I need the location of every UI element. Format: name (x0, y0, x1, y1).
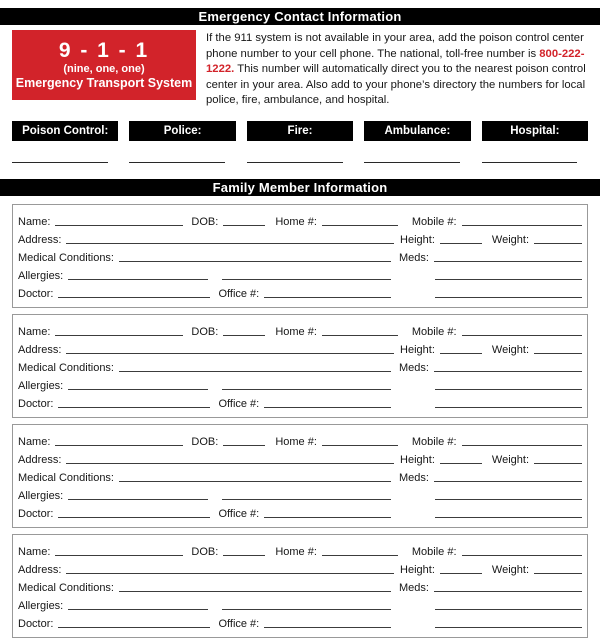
name-field-line[interactable] (55, 544, 183, 556)
instructions-paragraph (196, 30, 588, 109)
meds-continuation-column (399, 488, 582, 502)
member-row-medical (18, 466, 582, 484)
intro-section (12, 30, 588, 109)
address-field-line[interactable] (66, 452, 394, 464)
member-row-address (18, 228, 582, 246)
meds-continuation-line-2[interactable] (435, 396, 582, 408)
instructions-text-after: This number will automatically direct you to the nearest poison control center in your area. Also add to your phone’s directory the numbers for local police, fire, ambulance, and hospital. (206, 63, 586, 106)
dob-label: DOB: (191, 435, 219, 448)
medical-conditions-field-line[interactable] (119, 580, 391, 592)
doctor-field-line[interactable] (58, 506, 210, 518)
medical-conditions-label: Medical Conditions: (18, 361, 114, 374)
weight-field-line[interactable] (534, 452, 582, 464)
name-label: Name: (18, 435, 51, 448)
home-phone-field-line[interactable] (322, 214, 398, 226)
meds-continuation-line-1[interactable] (435, 268, 582, 280)
weight-field-line[interactable] (534, 232, 582, 244)
meds-label: Meds: (399, 251, 429, 264)
member-row-doctor (18, 392, 582, 410)
dob-field-line[interactable] (223, 434, 265, 446)
meds-continuation-column (399, 268, 582, 282)
emergency-contact-write-in-line[interactable] (482, 162, 578, 163)
family-member-card (12, 424, 588, 528)
weight-label: Weight: (491, 563, 529, 576)
member-row-identity (18, 430, 582, 448)
name-label: Name: (18, 325, 51, 338)
address-label: Address: (18, 233, 62, 246)
medical-conditions-field-line[interactable] (119, 360, 391, 372)
emergency-contact-column (12, 121, 118, 163)
family-member-card (12, 204, 588, 308)
mobile-phone-field-line[interactable] (462, 544, 582, 556)
emergency-contacts-row (12, 121, 588, 163)
member-row-doctor (18, 502, 582, 520)
name-label: Name: (18, 215, 51, 228)
member-row-identity (18, 540, 582, 558)
allergies-field-line[interactable] (68, 598, 208, 610)
medical-conditions-field-line[interactable] (119, 250, 391, 262)
member-row-medical (18, 356, 582, 374)
meds-continuation-line-2[interactable] (435, 506, 582, 518)
emergency-contact-column (482, 121, 588, 163)
member-row-allergies (18, 484, 582, 502)
office-phone-label: Office #: (218, 287, 260, 300)
weight-field-line[interactable] (534, 562, 582, 574)
emergency-contact-column (247, 121, 353, 163)
allergies-field-line[interactable] (68, 268, 208, 280)
meds-column (399, 580, 582, 594)
home-phone-field-line[interactable] (322, 434, 398, 446)
office-phone-field-line[interactable] (264, 286, 391, 298)
dob-field-line[interactable] (223, 214, 265, 226)
allergies-field-line[interactable] (68, 378, 208, 390)
mobile-phone-field-line[interactable] (462, 324, 582, 336)
address-field-line[interactable] (66, 342, 394, 354)
office-phone-label: Office #: (218, 397, 260, 410)
member-row-medical (18, 246, 582, 264)
emergency-contact-column (129, 121, 235, 163)
height-label: Height: (400, 563, 435, 576)
family-member-header: Family Member Information (0, 179, 600, 196)
meds-continuation-column (399, 598, 582, 612)
name-field-line[interactable] (55, 324, 183, 336)
address-label: Address: (18, 343, 62, 356)
meds-continuation-column (399, 378, 582, 392)
medical-conditions-field-line[interactable] (119, 470, 391, 482)
emergency-contact-column (364, 121, 470, 163)
meds-continuation-line-1[interactable] (435, 598, 582, 610)
home-phone-label: Home #: (275, 325, 317, 338)
allergies-extra-line[interactable] (222, 598, 391, 610)
medical-conditions-label: Medical Conditions: (18, 251, 114, 264)
meds-continuation-column (399, 616, 582, 630)
meds-continuation-column (399, 506, 582, 520)
emergency-contact-header: Emergency Contact Information (0, 8, 600, 25)
doctor-label: Doctor: (18, 507, 54, 520)
member-row-allergies (18, 374, 582, 392)
office-phone-field-line[interactable] (264, 396, 391, 408)
office-phone-label: Office #: (218, 617, 260, 630)
weight-field-line[interactable] (534, 342, 582, 354)
member-row-medical (18, 576, 582, 594)
doctor-field-line[interactable] (58, 616, 210, 628)
height-label: Height: (400, 233, 435, 246)
meds-field-line[interactable] (434, 250, 582, 262)
doctor-field-line[interactable] (58, 396, 210, 408)
meds-continuation-line-2[interactable] (435, 616, 582, 628)
meds-label: Meds: (399, 581, 429, 594)
height-field-line[interactable] (440, 342, 482, 354)
meds-continuation-line-1[interactable] (435, 378, 582, 390)
home-phone-field-line[interactable] (322, 324, 398, 336)
allergies-extra-line[interactable] (222, 268, 391, 280)
height-field-line[interactable] (440, 232, 482, 244)
instructions-text-before: If the 911 system is not available in your area, add the poison control center phone number to your cell phone. The national, toll-free number is (206, 32, 584, 60)
meds-continuation-line-2[interactable] (435, 286, 582, 298)
family-member-card (12, 314, 588, 418)
medical-conditions-label: Medical Conditions: (18, 471, 114, 484)
meds-field-line[interactable] (434, 580, 582, 592)
weight-label: Weight: (491, 343, 529, 356)
name-field-line[interactable] (55, 434, 183, 446)
allergies-label: Allergies: (18, 489, 64, 502)
height-label: Height: (400, 453, 435, 466)
mobile-phone-label: Mobile #: (411, 215, 457, 228)
doctor-label: Doctor: (18, 617, 54, 630)
member-row-doctor (18, 282, 582, 300)
office-phone-label: Office #: (218, 507, 260, 520)
doctor-field-line[interactable] (58, 286, 210, 298)
member-row-doctor (18, 612, 582, 630)
name-label: Name: (18, 545, 51, 558)
member-row-identity (18, 320, 582, 338)
allergies-label: Allergies: (18, 379, 64, 392)
call-911-number: 9 - 1 - 1 (58, 39, 150, 62)
home-phone-label: Home #: (275, 545, 317, 558)
dob-field-line[interactable] (223, 324, 265, 336)
mobile-phone-field-line[interactable] (462, 434, 582, 446)
height-label: Height: (400, 343, 435, 356)
weight-label: Weight: (491, 453, 529, 466)
emergency-contact-write-in-line[interactable] (247, 162, 343, 163)
allergies-extra-line[interactable] (222, 378, 391, 390)
poison-control-phone-number: 800-222-1222. (206, 47, 585, 75)
mobile-phone-label: Mobile #: (411, 325, 457, 338)
mobile-phone-label: Mobile #: (411, 435, 457, 448)
home-phone-label: Home #: (275, 215, 317, 228)
medical-conditions-label: Medical Conditions: (18, 581, 114, 594)
address-label: Address: (18, 563, 62, 576)
emergency-contact-label: Police: (129, 121, 235, 141)
meds-field-line[interactable] (434, 360, 582, 372)
weight-label: Weight: (491, 233, 529, 246)
allergies-label: Allergies: (18, 269, 64, 282)
address-field-line[interactable] (66, 232, 394, 244)
call-911-box (12, 30, 196, 100)
call-911-phonetic: (nine, one, one) (63, 63, 145, 75)
meds-continuation-column (399, 286, 582, 300)
office-phone-field-line[interactable] (264, 616, 391, 628)
emergency-contact-write-in-line[interactable] (129, 162, 225, 163)
dob-label: DOB: (191, 545, 219, 558)
emergency-contact-label: Fire: (247, 121, 353, 141)
allergies-field-line[interactable] (68, 488, 208, 500)
emergency-contact-label: Ambulance: (364, 121, 470, 141)
meds-column (399, 360, 582, 374)
height-field-line[interactable] (440, 452, 482, 464)
member-row-allergies (18, 264, 582, 282)
family-member-card (12, 534, 588, 638)
emergency-contact-label: Poison Control: (12, 121, 118, 141)
dob-field-line[interactable] (223, 544, 265, 556)
emergency-contact-write-in-line[interactable] (12, 162, 108, 163)
doctor-label: Doctor: (18, 287, 54, 300)
meds-label: Meds: (399, 361, 429, 374)
member-row-identity (18, 210, 582, 228)
address-label: Address: (18, 453, 62, 466)
height-field-line[interactable] (440, 562, 482, 574)
call-911-subtitle: Emergency Transport System (15, 76, 193, 90)
allergies-extra-line[interactable] (222, 488, 391, 500)
home-phone-label: Home #: (275, 435, 317, 448)
dob-label: DOB: (191, 325, 219, 338)
office-phone-field-line[interactable] (264, 506, 391, 518)
meds-label: Meds: (399, 471, 429, 484)
allergies-label: Allergies: (18, 599, 64, 612)
address-field-line[interactable] (66, 562, 394, 574)
home-phone-field-line[interactable] (322, 544, 398, 556)
member-row-address (18, 558, 582, 576)
dob-label: DOB: (191, 215, 219, 228)
meds-field-line[interactable] (434, 470, 582, 482)
doctor-label: Doctor: (18, 397, 54, 410)
member-row-allergies (18, 594, 582, 612)
meds-continuation-column (399, 396, 582, 410)
name-field-line[interactable] (55, 214, 183, 226)
mobile-phone-label: Mobile #: (411, 545, 457, 558)
emergency-contact-label: Hospital: (482, 121, 588, 141)
member-row-address (18, 448, 582, 466)
member-row-address (18, 338, 582, 356)
emergency-contact-write-in-line[interactable] (364, 162, 460, 163)
meds-column (399, 470, 582, 484)
meds-continuation-line-1[interactable] (435, 488, 582, 500)
meds-column (399, 250, 582, 264)
family-members-list (12, 204, 588, 638)
mobile-phone-field-line[interactable] (462, 214, 582, 226)
